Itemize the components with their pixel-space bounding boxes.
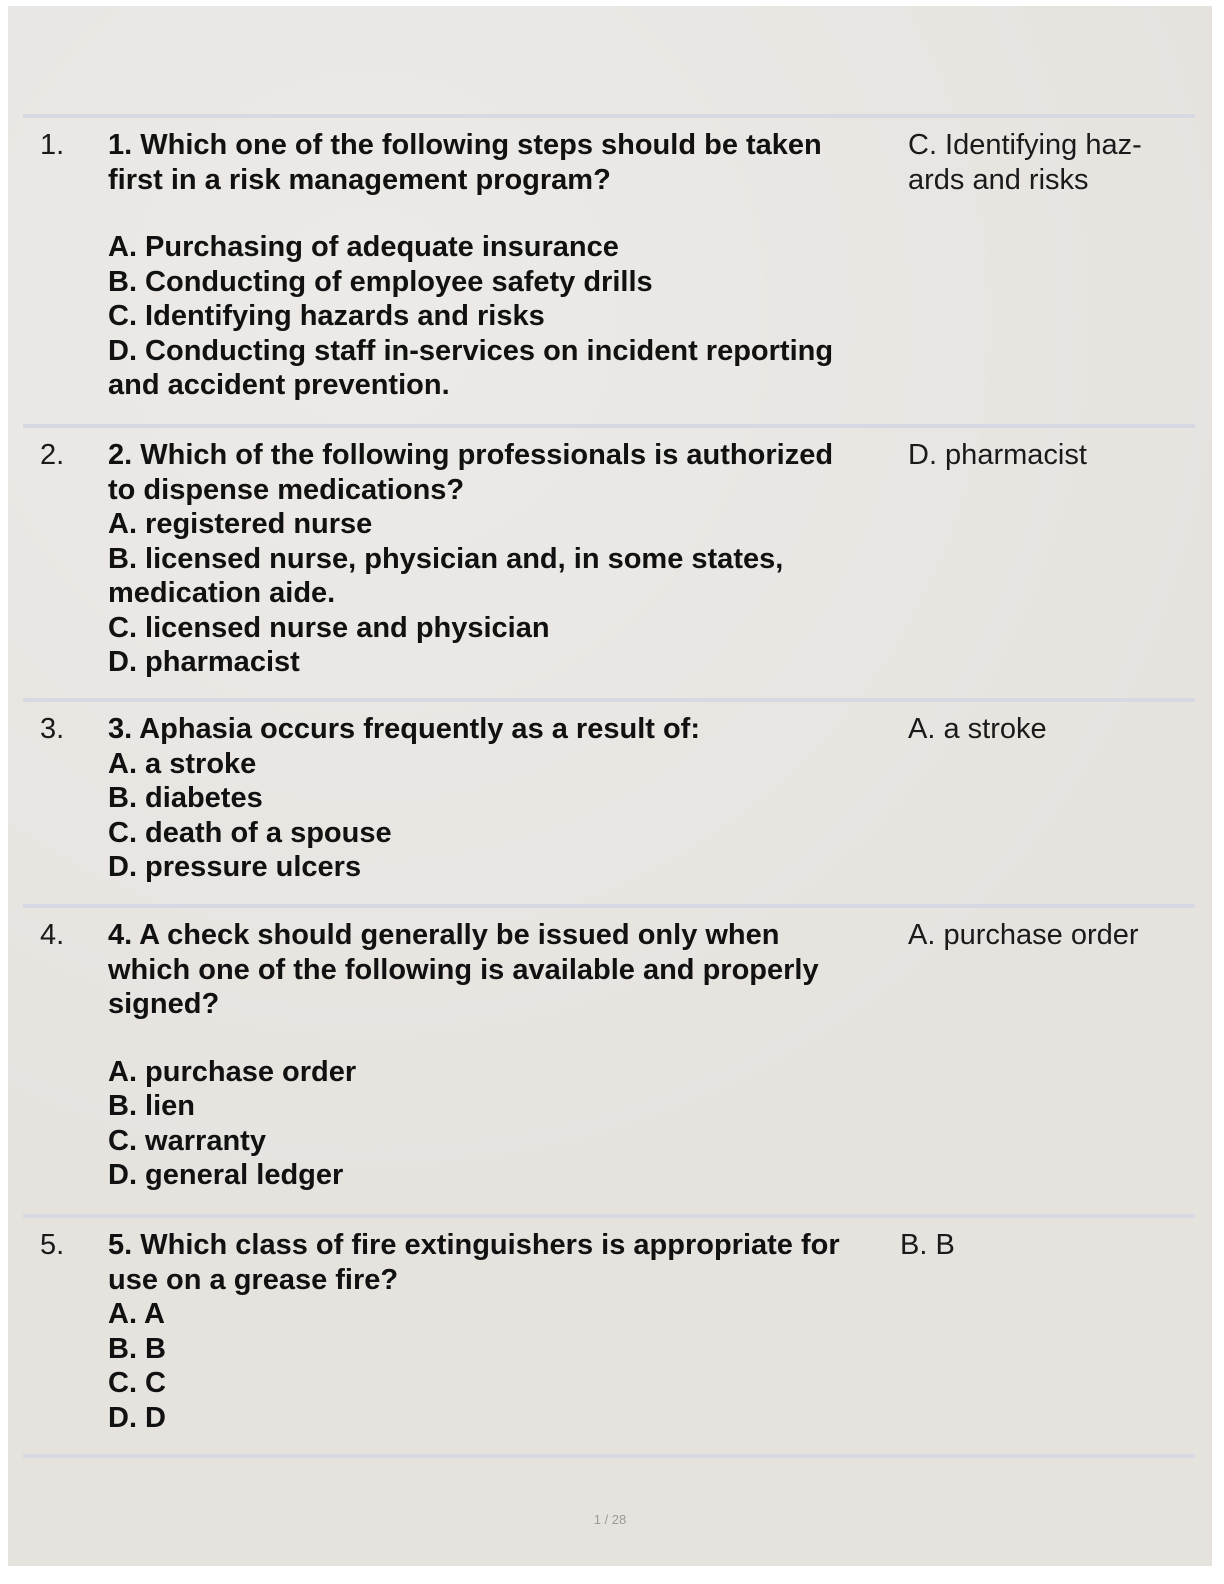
answer-text — [908, 128, 1178, 197]
question-text — [108, 128, 908, 403]
option-line: C. C — [108, 1367, 166, 1399]
answer-line: B. B — [900, 1229, 955, 1261]
answer-text — [908, 712, 1178, 747]
question-line: 2. Which of the following professionals is authorized — [108, 439, 834, 471]
option-line: B. diabetes — [108, 782, 263, 814]
option-line: A. Purchasing of adequate insurance — [108, 231, 619, 263]
option-line: D. D — [108, 1401, 166, 1434]
divider — [23, 904, 1195, 908]
divider — [23, 698, 1195, 702]
answer-text — [908, 918, 1178, 953]
option-line: A. A — [108, 1298, 165, 1330]
option-line: C. Identifying hazards and risks — [108, 300, 545, 332]
question-text — [108, 918, 908, 1193]
option-line: B. licensed nurse, physician and, in some states, — [108, 542, 784, 575]
question-line: first in a risk management program? — [108, 163, 611, 196]
question-number: 1. — [40, 129, 65, 161]
option-line: C. warranty — [108, 1124, 266, 1157]
question-line: 4. A check should generally be issued only when — [108, 919, 780, 951]
option-line: D. pressure ulcers — [108, 851, 362, 883]
answer-line: ards and risks — [908, 163, 1089, 196]
option-line: D. general ledger — [108, 1159, 344, 1191]
question-line: 3. Aphasia occurs frequently as a result of: — [108, 713, 700, 745]
option-line: medication aide. — [108, 577, 336, 609]
question-line: use on a grease fire? — [108, 1263, 399, 1296]
answer-line: A. a stroke — [908, 713, 1047, 745]
question-line: which one of the following is available and properly — [108, 953, 819, 986]
answer-line: C. Identifying haz- — [908, 129, 1142, 161]
question-line: 5. Which class of fire extinguishers is appropriate for — [108, 1229, 840, 1261]
divider — [23, 1454, 1195, 1458]
question-text — [108, 712, 908, 885]
option-line: D. Conducting staff in-services on incident reporting — [108, 334, 834, 367]
document-page — [8, 6, 1212, 1566]
option-line: B. lien — [108, 1090, 196, 1122]
option-line: B. B — [108, 1332, 166, 1365]
divider — [23, 1214, 1195, 1218]
answer-text — [900, 1228, 1170, 1263]
option-line: C. licensed nurse and physician — [108, 611, 550, 644]
question-number: 4. — [40, 919, 65, 951]
question-line: to dispense medications? — [108, 473, 465, 506]
answer-line: D. pharmacist — [908, 439, 1087, 471]
option-line: D. pharmacist — [108, 646, 300, 678]
option-line: C. death of a spouse — [108, 816, 392, 849]
question-text — [108, 1228, 908, 1435]
question-number: 5. — [40, 1229, 65, 1261]
page-indicator: 1 / 28 — [593, 1512, 627, 1527]
question-line: 1. Which one of the following steps should be taken — [108, 129, 822, 161]
divider — [23, 424, 1195, 428]
option-line: A. a stroke — [108, 747, 257, 780]
option-line: B. Conducting of employee safety drills — [108, 265, 653, 298]
question-line: signed? — [108, 988, 220, 1020]
option-line: A. registered nurse — [108, 508, 373, 540]
question-number: 2. — [40, 439, 65, 471]
divider — [23, 114, 1195, 118]
option-line: A. purchase order — [108, 1055, 357, 1088]
question-number: 3. — [40, 713, 65, 745]
question-text — [108, 438, 908, 680]
option-line: and accident prevention. — [108, 369, 450, 401]
answer-text — [908, 438, 1178, 473]
answer-line: A. purchase order — [908, 919, 1139, 951]
